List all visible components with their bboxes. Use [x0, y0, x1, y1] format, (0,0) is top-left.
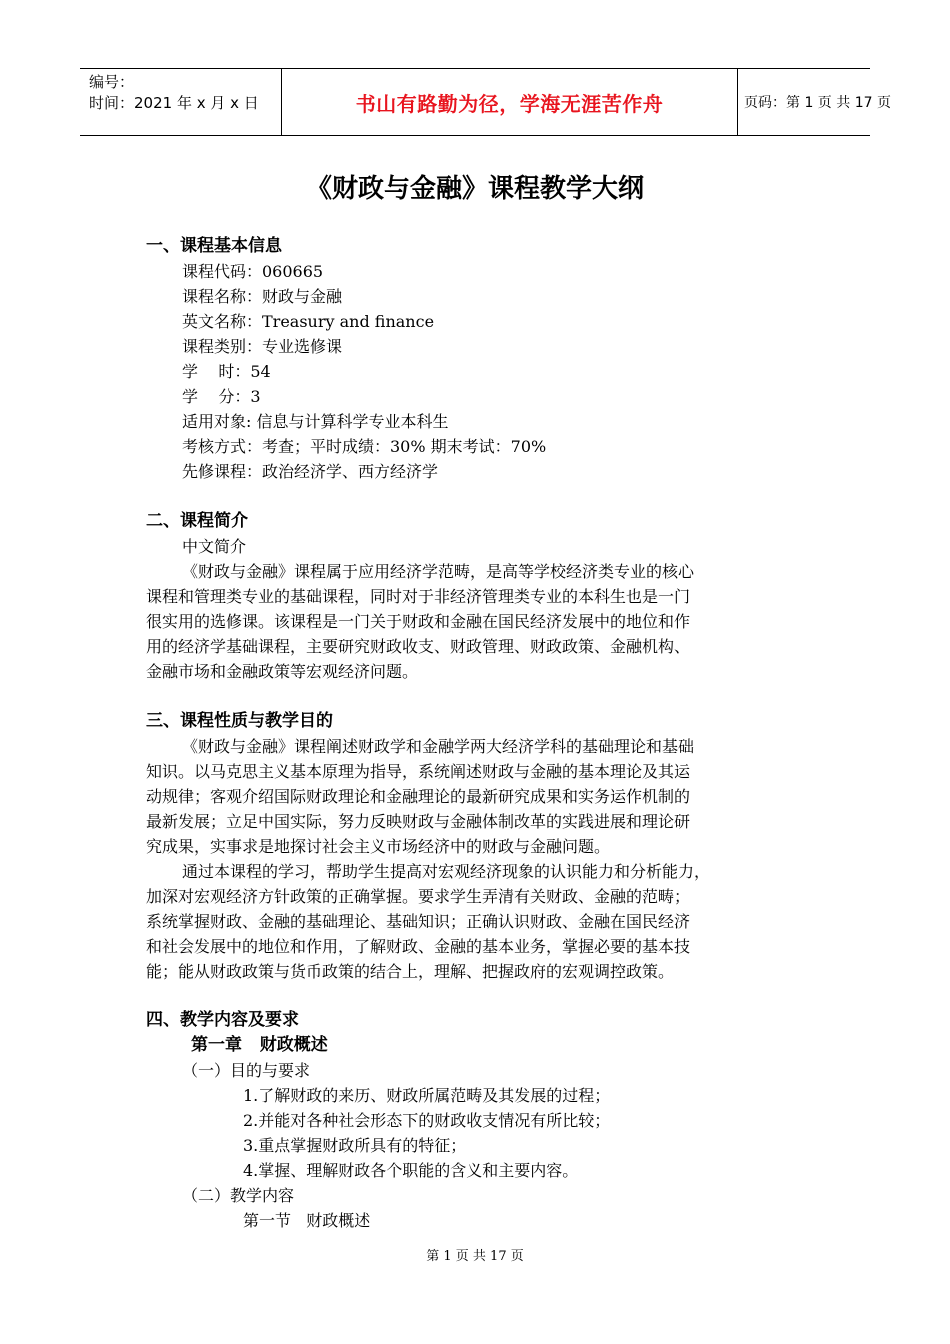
document-number-label: 编号：	[89, 73, 135, 91]
intro-paragraph-line: 课程和管理类专业的基础课程，同时对于非经济管理类专业的本科生也是一门	[146, 587, 691, 606]
info-credits: 学 分：3	[182, 387, 261, 406]
subheading-teaching-content: （二）教学内容	[182, 1186, 295, 1205]
page-footer: 第 1 页 共 17 页	[426, 1249, 524, 1264]
header-page-info: 页码：第 1 页 共 17 页	[744, 95, 891, 111]
purpose-paragraph-line: 最新发展；立足中国实际，努力反映财政与金融体制改革的实践进展和理论研	[146, 812, 691, 831]
info-english-name: 英文名称：Treasury and finance	[182, 312, 435, 331]
header-motto-cell	[281, 69, 738, 135]
page-header	[80, 68, 891, 136]
requirement-item: 2.并能对各种社会形态下的财政收支情况有所比较；	[243, 1111, 611, 1130]
purpose-paragraph-line: 加深对宏观经济方针政策的正确掌握。要求学生弄清有关财政、金融的范畴；	[146, 887, 691, 906]
intro-paragraph-line: 很实用的选修课。该课程是一门关于财政和金融在国民经济发展中的地位和作	[146, 612, 691, 631]
section-heading-intro: 二、课程简介	[146, 511, 248, 531]
intro-paragraph-line: 用的经济学基础课程，主要研究财政收支、财政管理、财政政策、金融机构、	[146, 637, 691, 656]
section-title: 第一节 财政概述	[243, 1211, 371, 1230]
section-heading-content: 四、教学内容及要求	[146, 1010, 299, 1030]
info-target: 适用对象: 信息与计算科学专业本科生	[182, 412, 449, 431]
purpose-paragraph-line: 系统掌握财政、金融的基础理论、基础知识；正确认识财政、金融在国民经济	[146, 912, 691, 931]
requirement-item: 1.了解财政的来历、财政所属范畴及其发展的过程；	[243, 1086, 611, 1105]
requirement-item: 4.掌握、理解财政各个职能的含义和主要内容。	[243, 1161, 579, 1180]
purpose-paragraph-line: 知识。以马克思主义基本原理为指导，系统阐述财政与金融的基本理论及其运	[146, 762, 691, 781]
info-course-name: 课程名称：财政与金融	[182, 287, 343, 306]
purpose-paragraph-line: 《财政与金融》课程阐述财政学和金融学两大经济学科的基础理论和基础	[182, 737, 695, 756]
info-hours: 学 时：54	[182, 362, 271, 381]
info-prerequisites: 先修课程：政治经济学、西方经济学	[182, 462, 439, 481]
chapter-title: 第一章 财政概述	[191, 1035, 328, 1055]
purpose-paragraph-line: 能；能从财政政策与货币政策的结合上，理解、把握政府的宏观调控政策。	[146, 962, 675, 981]
purpose-paragraph-line: 通过本课程的学习，帮助学生提高对宏观经济现象的认识能力和分析能力，	[182, 862, 711, 881]
purpose-paragraph-line: 动规律；客观介绍国际财政理论和金融理论的最新研究成果和实务运作机制的	[146, 787, 691, 806]
motto-text: 书山有路勤为径，学海无涯苦作舟	[355, 91, 664, 116]
intro-subheading: 中文简介	[182, 537, 247, 556]
section-heading-nature-purpose: 三、课程性质与教学目的	[146, 711, 333, 731]
requirement-item: 3.重点掌握财政所具有的特征；	[243, 1136, 467, 1155]
document-title: 《财政与金融》课程教学大纲	[305, 174, 644, 204]
info-course-type: 课程类别：专业选修课	[182, 337, 343, 356]
document-date: 时间：2021 年 x 月 x 日	[89, 94, 259, 112]
intro-paragraph-line: 《财政与金融》课程属于应用经济学范畴，是高等学校经济类专业的核心	[182, 562, 695, 581]
subheading-objectives: （一）目的与要求	[182, 1061, 311, 1080]
header-left-cell	[80, 69, 281, 135]
intro-paragraph-line: 金融市场和金融政策等宏观经济问题。	[146, 662, 419, 681]
purpose-paragraph-line: 究成果，实事求是地探讨社会主义市场经济中的财政与金融问题。	[146, 837, 611, 856]
section-heading-basic-info: 一、课程基本信息	[146, 236, 282, 256]
info-course-code: 课程代码：060665	[182, 262, 324, 281]
info-assessment: 考核方式：考查；平时成绩：30% 期末考试：70%	[182, 437, 547, 456]
purpose-paragraph-line: 和社会发展中的地位和作用，了解财政、金融的基本业务，掌握必要的基本技	[146, 937, 691, 956]
